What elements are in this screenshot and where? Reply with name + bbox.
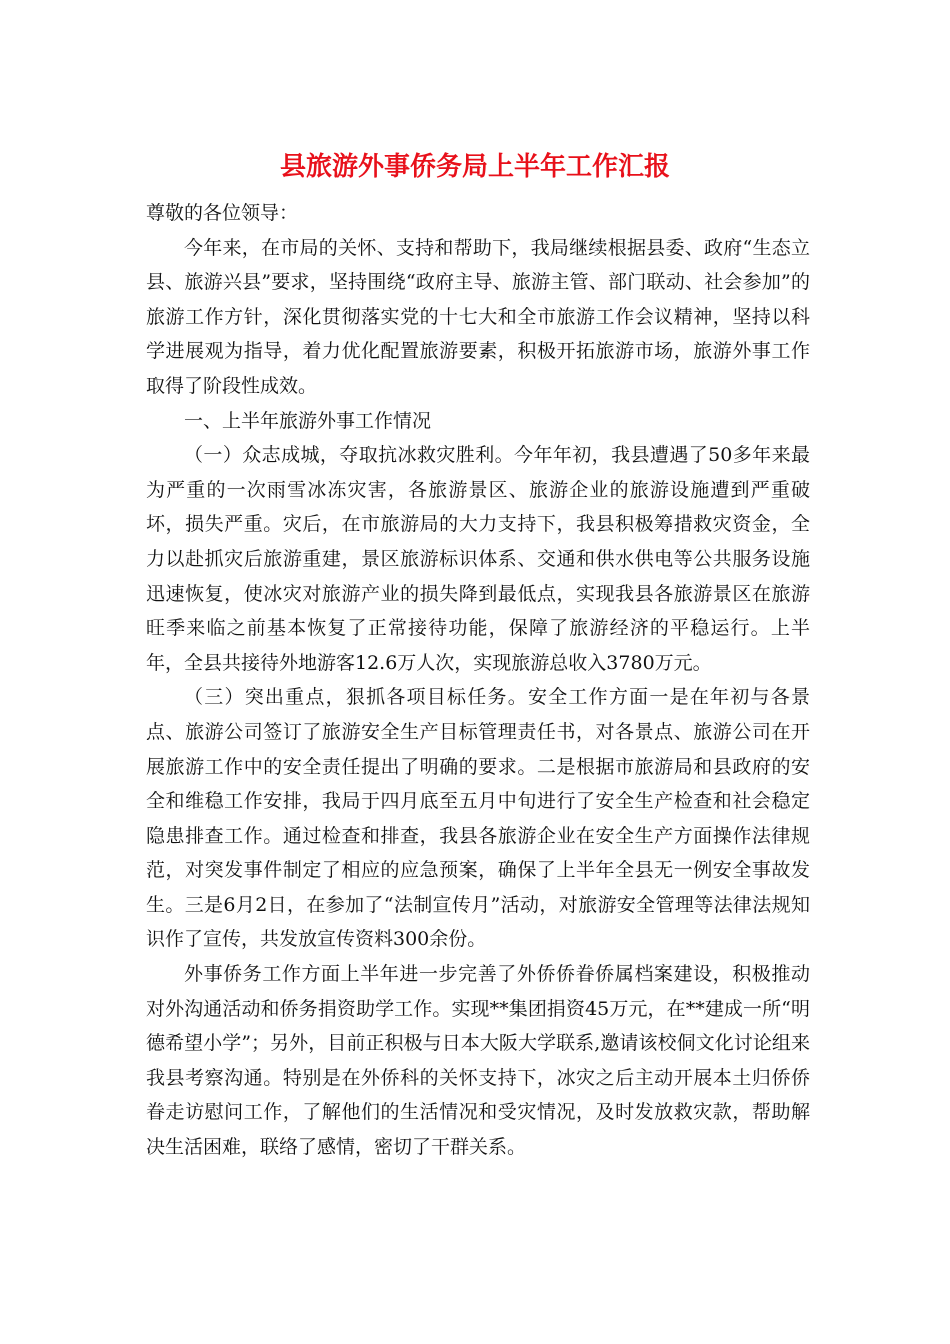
paragraph-key-tasks: （三）突出重点，狠抓各项目标任务。安全工作方面一是在年初与各景点、旅游公司签订了旅游安全生产目标管理责任书，对各景点、旅游公司在开展旅游工作中的安全责任提出了明确的要求。二是根据市旅游局和县政府的安全和维稳工作安排，我局于四月底至五月中旬进行了安全生产检查和社会稳定隐患排查工作。通过检查和排查，我县各旅游企业在安全生产方面操作法律规范，对突发事件制定了相应的应急预案，确保了上半年全县无一例安全事故发生。三是6月2日，在参加了“法制宣传月”活动，对旅游安全管理等法律法规知识作了宣传，共发放宣传资料300余份。 [146,686,810,951]
document-body [146,196,810,1165]
salutation: 尊敬的各位领导： [146,202,299,224]
section-heading: 一、上半年旅游外事工作情况 [184,409,432,432]
document-title: 县旅游外事侨务局上半年工作汇报 [279,152,670,182]
paragraph-disaster-relief: （一）众志成城，夺取抗冰救灾胜利。今年年初，我县遭遇了50多年来最为严重的一次雨雪冰冻灾害，各旅游景区、旅游企业的旅游设施遭到严重破坏，损失严重。灾后，在市旅游局的大力支持下，我县积极筹措救灾资金，全力以赴抓灾后旅游重建，景区旅游标识体系、交通和供水供电等公共服务设施迅速恢复，使冰灾对旅游产业的损失降到最低点，实现我县各旅游景区在旅游旺季来临之前基本恢复了正常接待功能，保障了旅游经济的平稳运行。上半年，全县共接待外地游客12.6万人次，实现旅游总收入3780万元。 [146,444,810,674]
paragraph-foreign-affairs: 外事侨务工作方面上半年进一步完善了外侨侨眷侨属档案建设，积极推动对外沟通活动和侨务捐资助学工作。实现**集团捐资45万元，在**建成一所“明德希望小学”；另外，目前正积极与日本大阪大学联系,邀请该校侗文化讨论组来我县考察沟通。特别是在外侨科的关怀支持下，冰灾之后主动开展本土归侨侨眷走访慰问工作，了解他们的生活情况和受灾情况，及时发放救灾款，帮助解决生活困难，联络了感情，密切了干群关系。 [146,963,810,1159]
paragraph-intro: 今年来，在市局的关怀、支持和帮助下，我局继续根据县委、政府“生态立县、旅游兴县”要求，坚持围绕“政府主导、旅游主管、部门联动、社会参加”的旅游工作方针，深化贯彻落实党的十七大和全市旅游工作会议精神，坚持以科学进展观为指导，着力优化配置旅游要素，积极开拓旅游市场，旅游外事工作取得了阶段性成效。 [146,236,810,397]
